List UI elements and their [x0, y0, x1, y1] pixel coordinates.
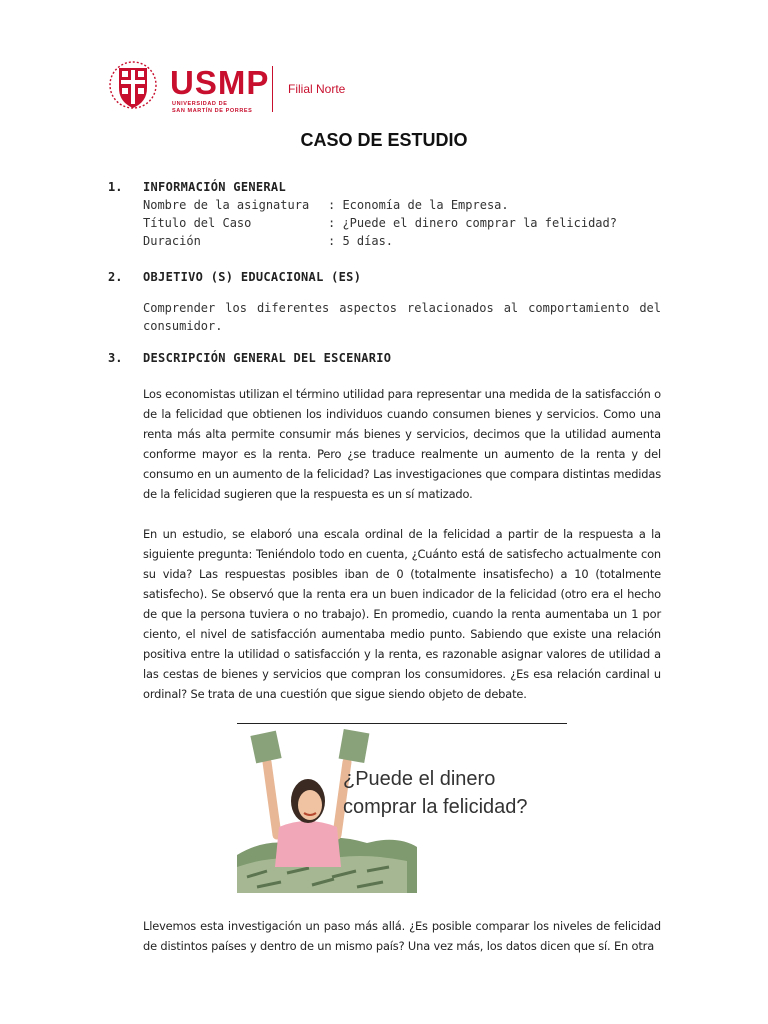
section-title: DESCRIPCIÓN GENERAL DEL ESCENARIO: [143, 351, 392, 365]
section-title: OBJETIVO (S) EDUCACIONAL (ES): [143, 270, 362, 284]
header-logo: [108, 58, 368, 120]
body-paragraph: En un estudio, se elaboró una escala ordinal de la felicidad a partir de la respuesta a la siguiente pregunta: Teniéndolo todo en cuenta, ¿Cuánto está de satisfecho actualmente con su vida? Las respuestas posibles iban de 0 (totalmente insatisfecho) a 10 (totalmente satisfecho). Se observó que la renta era un buen indicador de la felicidad (otro era el hecho de que la persona tuviera o no trabajo). En promedio, cuando la renta aumentaba un 1 por ciento, el nivel de satisfacción aumentaba medio punto. Sabiendo que existe una relación positiva entre la utilidad o satisfacción y la renta, es razonable asignar valores de utilidad a las cestas de bienes y servicios que compran los consumidores. ¿Es esa relación cardinal u ordinal? Se trata de una cuestión que sigue siendo objeto de debate.: [143, 527, 661, 701]
logo-divider: [272, 66, 273, 112]
info-label: Nombre de la asignatura: [143, 198, 310, 212]
divider-line: [237, 723, 567, 724]
info-value: : 5 días.: [328, 234, 394, 248]
info-label: Duración: [143, 234, 201, 248]
info-value: : Economía de la Empresa.: [328, 198, 509, 212]
body-paragraph: Llevemos esta investigación un paso más allá. ¿Es posible comparar los niveles de felicidad de distintos países y dentro de un mismo país? Una vez más, los datos dicen que sí. En otra: [143, 919, 661, 953]
section-number: 2.: [108, 270, 123, 284]
objective-text: Comprender los diferentes aspectos relacionados al comportamiento del consumidor.: [143, 301, 661, 333]
illustration-caption: ¿Puede el dinero comprar la felicidad?: [343, 768, 528, 818]
logo-subtitle: UNIVERSIDAD DE SAN MARTÍN DE PORRES: [172, 101, 253, 114]
body-paragraph: Los economistas utilizan el término utilidad para representar una medida de la satisfacción o de la felicidad que obtienen los individuos cuando consumen bienes y servicios. Como una renta más alta permite consumir más bienes y servicios, decimos que la utilidad aumenta conforme mayor es la renta. Pero ¿se traduce realmente un aumento de la renta y del consumo en un aumento de la felicidad? Las investigaciones que compara distintas medidas de la felicidad sugieren que la respuesta es un sí matizado.: [143, 387, 661, 501]
section-number: 1.: [108, 180, 123, 194]
section-number: 3.: [108, 351, 123, 365]
page-title: CASO DE ESTUDIO: [300, 130, 468, 150]
section-title: INFORMACIÓN GENERAL: [143, 180, 286, 194]
logo-name: USMP: [170, 64, 270, 101]
branch-name: Filial Norte: [288, 82, 346, 96]
info-value: : ¿Puede el dinero comprar la felicidad?: [328, 216, 617, 230]
info-label: Título del Caso: [143, 216, 252, 230]
usmp-shield-icon: [108, 58, 158, 116]
